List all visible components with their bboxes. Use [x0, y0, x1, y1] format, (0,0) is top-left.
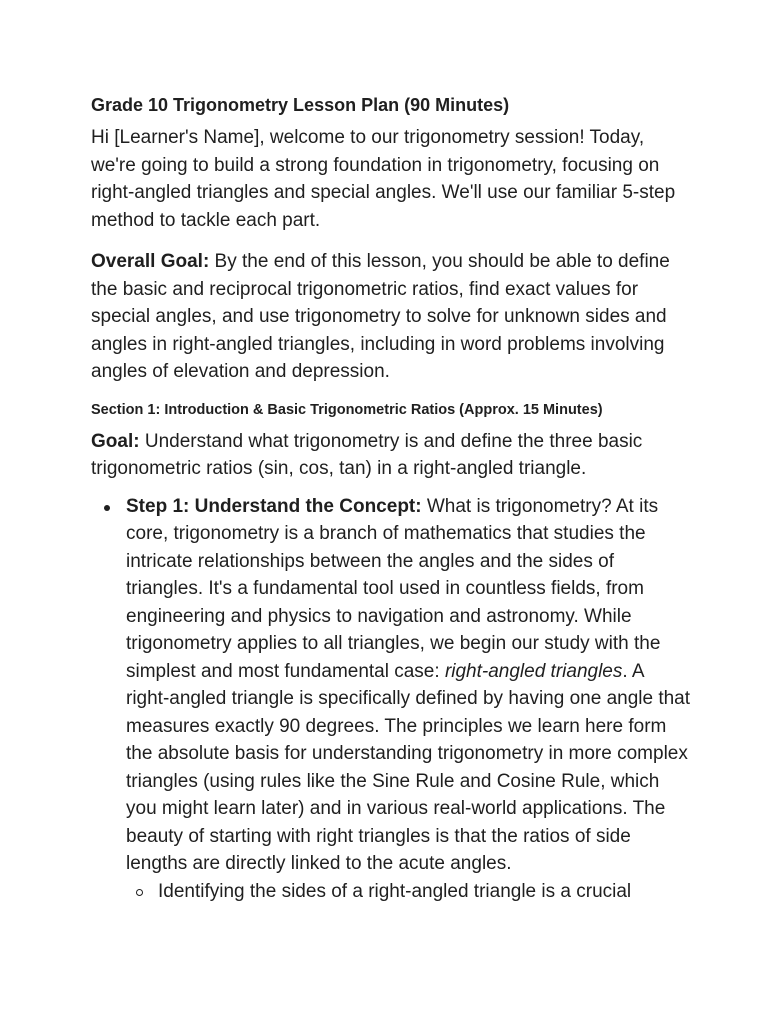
- steps-list: [91, 493, 691, 906]
- intro-paragraph: Hi [Learner's Name], welcome to our trigonometry session! Today, we're going to build a strong foundation in trigonometry, focusing on right-angled triangles and special angles. We'll use our familiar 5-step method to tackle each part.: [91, 127, 676, 231]
- sub-list-item: Identifying the sides of a right-angled triangle is a crucial: [126, 878, 691, 906]
- step-1-text-a: What is trigonometry? At its core, trigonometry is a branch of mathematics that studies the intricate relationships between the angles and the sides of triangles. It's a fundamental tool used in countless fields, from engineering and physics to navigation and astronomy. While trigonometry applies to all triangles, we begin our study with the simplest and most fundamental case:: [126, 495, 661, 682]
- section-1-heading: Section 1: Introduction & Basic Trigonometric Ratios (Approx. 15 Minutes): [91, 401, 603, 418]
- step-1-sub-list: [126, 878, 691, 906]
- overall-goal-label: Overall Goal:: [91, 251, 210, 272]
- overall-goal-paragraph: [91, 248, 691, 386]
- step-1-label: Step 1: Understand the Concept:: [126, 495, 422, 517]
- overall-goal-text: By the end of this lesson, you should be able to define the basic and reciprocal trigonometric ratios, find exact values for special angles, and use trigonometry to solve for unknown sides and angles in right-angled triangles, including in word problems involving angles of elevation and depression.: [91, 251, 670, 382]
- section-1-goal-label: Goal:: [91, 430, 140, 452]
- document-page: [91, 92, 691, 905]
- section-1-goal-text: Understand what trigonometry is and define the three basic trigonometric ratios (sin, cos, tan) in a right-angled triangle.: [91, 430, 643, 479]
- step-1-emphasis: right-angled triangles: [444, 660, 623, 682]
- list-item-step-1: [91, 493, 691, 906]
- section-1-goal-paragraph: [91, 428, 691, 483]
- step-1-text-b: . A right-angled triangle is specifically defined by having one angle that measures exactly 90 degrees. The principles we learn here form the absolute basis for understanding trigonometry in more complex triangles (using rules like the Sine Rule and Cosine Rule, which you might learn later) and in various real-world applications. The beauty of starting with right triangles is that the ratios of side lengths are directly linked to the acute angles.: [126, 660, 691, 874]
- document-title: Grade 10 Trigonometry Lesson Plan (90 Minutes): [91, 95, 510, 115]
